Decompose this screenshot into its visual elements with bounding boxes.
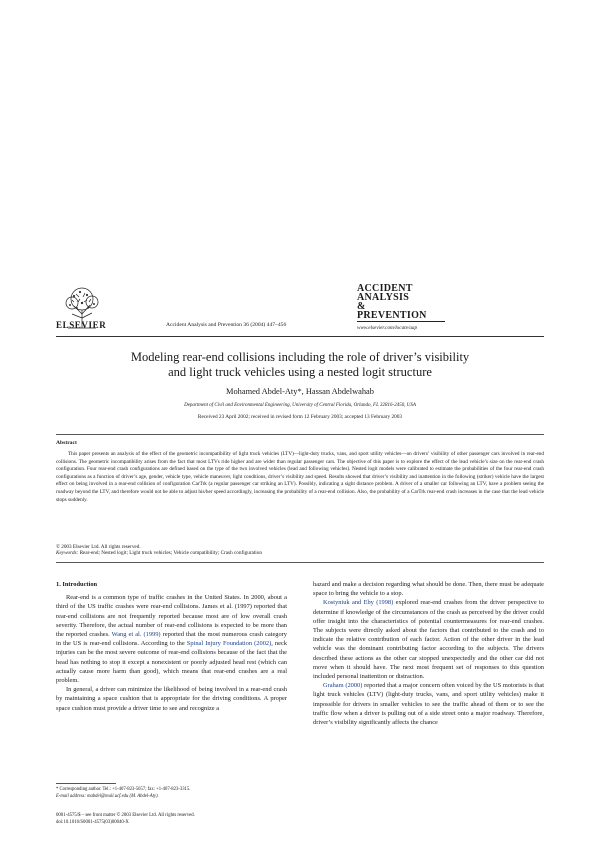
footnote-email: E-mail address: mabdel@mail.ucf.edu (M. Abdel-Aty).: [56, 794, 159, 799]
issn-line: 0001-4575/$ – see front matter © 2003 Elsevier Ltd. All rights reserved.: [56, 813, 195, 818]
citation-link[interactable]: Graham (2000): [323, 682, 363, 690]
title-line-1: Modeling rear-end collisions including the role of driver’s visibility: [130, 350, 470, 364]
publication-info: [56, 812, 356, 826]
abstract-heading: Abstract: [56, 440, 77, 446]
affiliation: Department of Civil and Environmental Engineering, University of Central Florida, Orlando, FL 32816-2450, USA: [184, 403, 416, 408]
keywords-list: Rear-end; Nested logit; Light truck vehicles; Vehicle compatibility; Crash configuration: [79, 550, 262, 556]
paragraph: Graham (2000) reported that a major concern often voiced by the US motorists is that light truck vehicles (LTV) (light-duty trucks, vans, and sport utility vehicles) make it impossible for drivers in smaller vehicles to see the traffic ahead of them or to see the traffic flow when a driver is pulling out of a side street onto a major roadway. Therefore, driver’s visibility significantly affects the chance: [313, 682, 545, 727]
paragraph: hazard and make a decision regarding what should be done. Then, there must be adequate space to bring the vehicle to a stop.: [313, 581, 544, 598]
journal-logo-line-1: ACCIDENT: [357, 283, 413, 294]
paragraph: Kostyniuk and Eby (1998) explored rear-end crashes from the driver perspective to determine if knowledge of the circumstances of the crash as perceived by the driver could offer insight into the characteristics of potential countermeasures for rear-end crashes. The subjects were directly asked about the factors that contributed to the crash and to indicate the relative contribution of each factor. Action of the other driver in the lead vehicle was the dominant contributing factor according to the subjects. The drivers described these actions as the other car stopped unexpectedly and the other car did not move when it should have. The next most frequent set of responses to this question included personal inattention or distraction.: [313, 599, 544, 681]
journal-url[interactable]: www.elsevier.com/locate/aap: [357, 325, 418, 331]
footnote-divider: [56, 783, 116, 784]
header-divider: [56, 336, 544, 337]
citation-link[interactable]: Spinal Injury Foundation (2002): [186, 640, 272, 648]
journal-logo-rule: [357, 321, 445, 322]
body-column-right: [313, 580, 544, 727]
abstract-top-divider: [56, 434, 544, 435]
paragraph: Rear-end is a common type of traffic crashes in the United States. In 2000, about a third of the US traffic crashes were rear-end collisions. James et al. (1997) reported that rear-end collisions are not frequently reported because most are of low overall crash severity. Therefore, the actual number of rear-end collisions is expected to be more than the reported crashes. Wang et al. (1999) reported that the most numerous crash category in the US is rear-end collisions. According to the Spinal Injury Foundation (2002), neck injuries can be the most severe outcome of rear-end collisions because of the fact that the head has nothing to stop it except a nonexistent or poorly adjusted head rest (which can actually cause more harm than good), which means that rear-end crashes are a real problem.: [56, 594, 287, 685]
footnote: [56, 786, 287, 800]
journal-logo-line-3: &: [357, 301, 366, 312]
keywords: [56, 550, 544, 556]
footnote-contact: * Corresponding author. Tel.: +1-407-823-5657; fax: +1-407-823-3315.: [56, 787, 191, 792]
section-heading: 1. Introduction: [56, 581, 98, 588]
abstract-bottom-divider: [56, 562, 544, 563]
title-line-2: and light truck vehicles using a nested logit structure: [168, 365, 432, 379]
article-title: [56, 350, 544, 380]
journal-logo-line-4: PREVENTION: [357, 310, 427, 321]
paragraph: In general, a driver can minimize the likelihood of being involved in a rear-end crash by maintaining a space cushion that is appropriate for the driving conditions. A proper space cushion must provide a driver time to see and recognize a: [56, 686, 287, 712]
keywords-label: Keywords:: [56, 550, 79, 556]
citation-link[interactable]: Kostyniuk and Eby (1998): [323, 599, 394, 607]
doi-line[interactable]: doi:10.1016/S0001-4575(03)00040-X: [56, 820, 129, 825]
publisher-name: ELSEVIER: [56, 320, 107, 330]
journal-logo: [357, 284, 457, 331]
journal-citation: Accident Analysis and Prevention 36 (2004) 447–456: [166, 322, 287, 328]
authors: Mohamed Abdel-Aty*, Hassan Abdelwahab: [226, 387, 374, 396]
body-column-left: [56, 580, 287, 713]
copyright-notice: © 2003 Elsevier Ltd. All rights reserved.: [56, 544, 141, 550]
received-dates: Received 23 April 2002; received in revised form 12 February 2003; accepted 13 February 2003: [197, 414, 403, 420]
abstract-text: This paper presents an analysis of the effect of the geometric incompatibility of light truck vehicles (LTV)—light-duty trucks, vans, and sport utility vehicles—on drivers’ visibility of other passenger cars involved in rear-end collisions. The geometric incompatibility arises from the fact that most LTVs ride higher and are wider than regular passenger cars. The objective of this paper is to explore the effect of the lead vehicle’s size on the rear-end crash configuration. Four rear-end crash configurations are defined based on the type of the two involved vehicles (lead and following vehicles). Nested logit models were calibrated to estimate the probabilities of the four rear-end crash configurations as a function of driver’s age, gender, vehicle type, vehicle maneuver, light conditions, driver’s visibility and speed. Results showed that driver’s visibility and inattention in the following (striker) vehicle have the largest effect on being involved in a rear-end collision of configuration CarTrk (a regular passenger car striking an LTV). Possibly, indicating a sight distance problem. A driver of a smaller car following an LTV, have a problem seeing the roadway beyond the LTV, and therefore would not be able to adjust his/her speed accordingly, increasing the probability of a rear-end collision. Also, the probability of a CarTrk rear-end crash increases in the case that the lead vehicle stops suddenly.: [56, 451, 544, 503]
journal-logo-line-2: ANALYSIS: [357, 292, 410, 303]
citation-link[interactable]: Wang et al. (1999): [111, 631, 161, 639]
